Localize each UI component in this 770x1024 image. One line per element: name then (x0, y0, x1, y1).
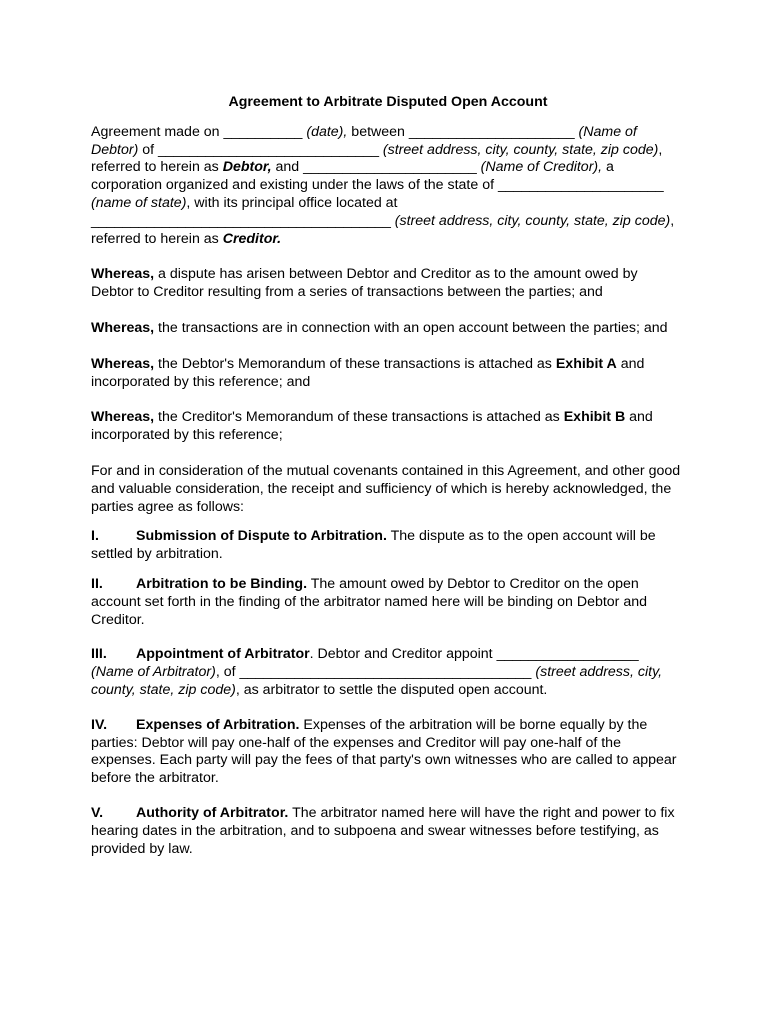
section-1 (91, 528, 681, 564)
section-4 (91, 717, 681, 788)
whereas-lead: Whereas, (91, 355, 155, 372)
consideration-paragraph: For and in consideration of the mutual covenants contained in this Agreement, and other good and valuable consideration, the receipt and sufficiency of which is hereby acknowledged, the parties agree as follows: (91, 462, 681, 515)
intro-text: and ______________________ (271, 159, 481, 176)
whereas-clause-1 (91, 266, 681, 302)
creditor-address-hint: (street address, city, county, state, zip code) (394, 212, 671, 229)
section-text: The amount owed by Debtor to Creditor on the open account set forth in the finding of the arbitrator named here will be binding on Debtor and Creditor. (91, 575, 648, 628)
section-heading: Appointment of Arbitrator (136, 646, 310, 663)
whereas-lead: Whereas, (91, 319, 155, 336)
section-text: . Debtor and Creditor appoint __________________ (309, 646, 639, 663)
section-text: , of _____________________________________ (215, 664, 536, 681)
section-number: II. (91, 575, 103, 592)
intro-paragraph (91, 124, 681, 249)
whereas-lead: Whereas, (91, 409, 155, 426)
whereas-text: the transactions are in connection with an open account between the parties; and (154, 319, 668, 336)
exhibit-a-label: Exhibit A (555, 355, 617, 372)
whereas-text: the Creditor's Memorandum of these transactions is attached as (154, 409, 564, 426)
state-hint: (name of state) (91, 194, 187, 211)
whereas-clause-3 (91, 356, 681, 392)
whereas-clause-4 (91, 409, 681, 445)
section-3 (91, 646, 681, 699)
section-heading: Arbitration to be Binding. (136, 575, 308, 592)
exhibit-b-label: Exhibit B (563, 409, 626, 426)
document-page (91, 94, 681, 870)
date-hint: (date), (306, 123, 348, 140)
debtor-name-hint: (Name of Debtor) (91, 123, 637, 158)
section-number: IV. (91, 716, 108, 733)
section-2 (91, 576, 681, 629)
intro-text: between _____________________ (347, 123, 579, 140)
section-text: Expenses of the arbitration will be borne equally by the parties: Debtor will pay one-half of the expenses and Creditor will pay one-half of the expenses. Each party will pay the fees of that party's own witnesses who are called to appear before the arbitrator. (91, 716, 677, 787)
section-heading: Expenses of Arbitration. (136, 716, 300, 733)
section-text: , as arbitrator to settle the disputed open account. (235, 681, 548, 698)
whereas-text: the Debtor's Memorandum of these transactions is attached as (154, 355, 556, 372)
whereas-clause-2 (91, 320, 681, 338)
section-5 (91, 805, 681, 858)
document-title: Agreement to Arbitrate Disputed Open Account (228, 94, 548, 110)
intro-text: , referred to herein as (91, 141, 663, 176)
arbitrator-address-hint: (street address, city, county, state, zip code) (91, 664, 663, 698)
whereas-text: and incorporated by this reference; and (91, 355, 645, 390)
section-heading: Submission of Dispute to Arbitration. (136, 528, 387, 545)
whereas-lead: Whereas, (91, 266, 155, 283)
section-number: V. (91, 804, 104, 821)
creditor-name-hint: (Name of Creditor), (480, 159, 603, 176)
creditor-term: Creditor. (222, 230, 282, 247)
intro-text: a corporation organized and existing under the laws of the state of _____________________ (91, 159, 664, 194)
debtor-address-hint: (street address, city, county, state, zip code) (382, 141, 659, 158)
section-text: The dispute as to the open account will be settled by arbitration. (91, 528, 656, 563)
intro-text: , with its principal office located at ______________________________________ (91, 194, 398, 229)
section-heading: Authority of Arbitrator. (136, 804, 289, 821)
intro-text: Agreement made on __________ (91, 123, 307, 140)
section-text: The arbitrator named here will have the right and power to fix hearing dates in the arbitration, and to subpoena and swear witnesses before testifying, as provided by law. (91, 804, 675, 857)
section-number: I. (91, 528, 99, 545)
intro-text: of ____________________________ (138, 141, 383, 158)
arbitrator-name-hint: (Name of Arbitrator) (91, 664, 216, 681)
debtor-term: Debtor, (222, 159, 272, 176)
section-number: III. (91, 646, 107, 663)
whereas-text: a dispute has arisen between Debtor and Creditor as to the amount owed by Debtor to Creditor resulting from a series of transactions between the parties; and (91, 266, 638, 301)
whereas-text: and incorporated by this reference; (91, 409, 653, 444)
intro-text: , referred to herein as (91, 212, 675, 247)
